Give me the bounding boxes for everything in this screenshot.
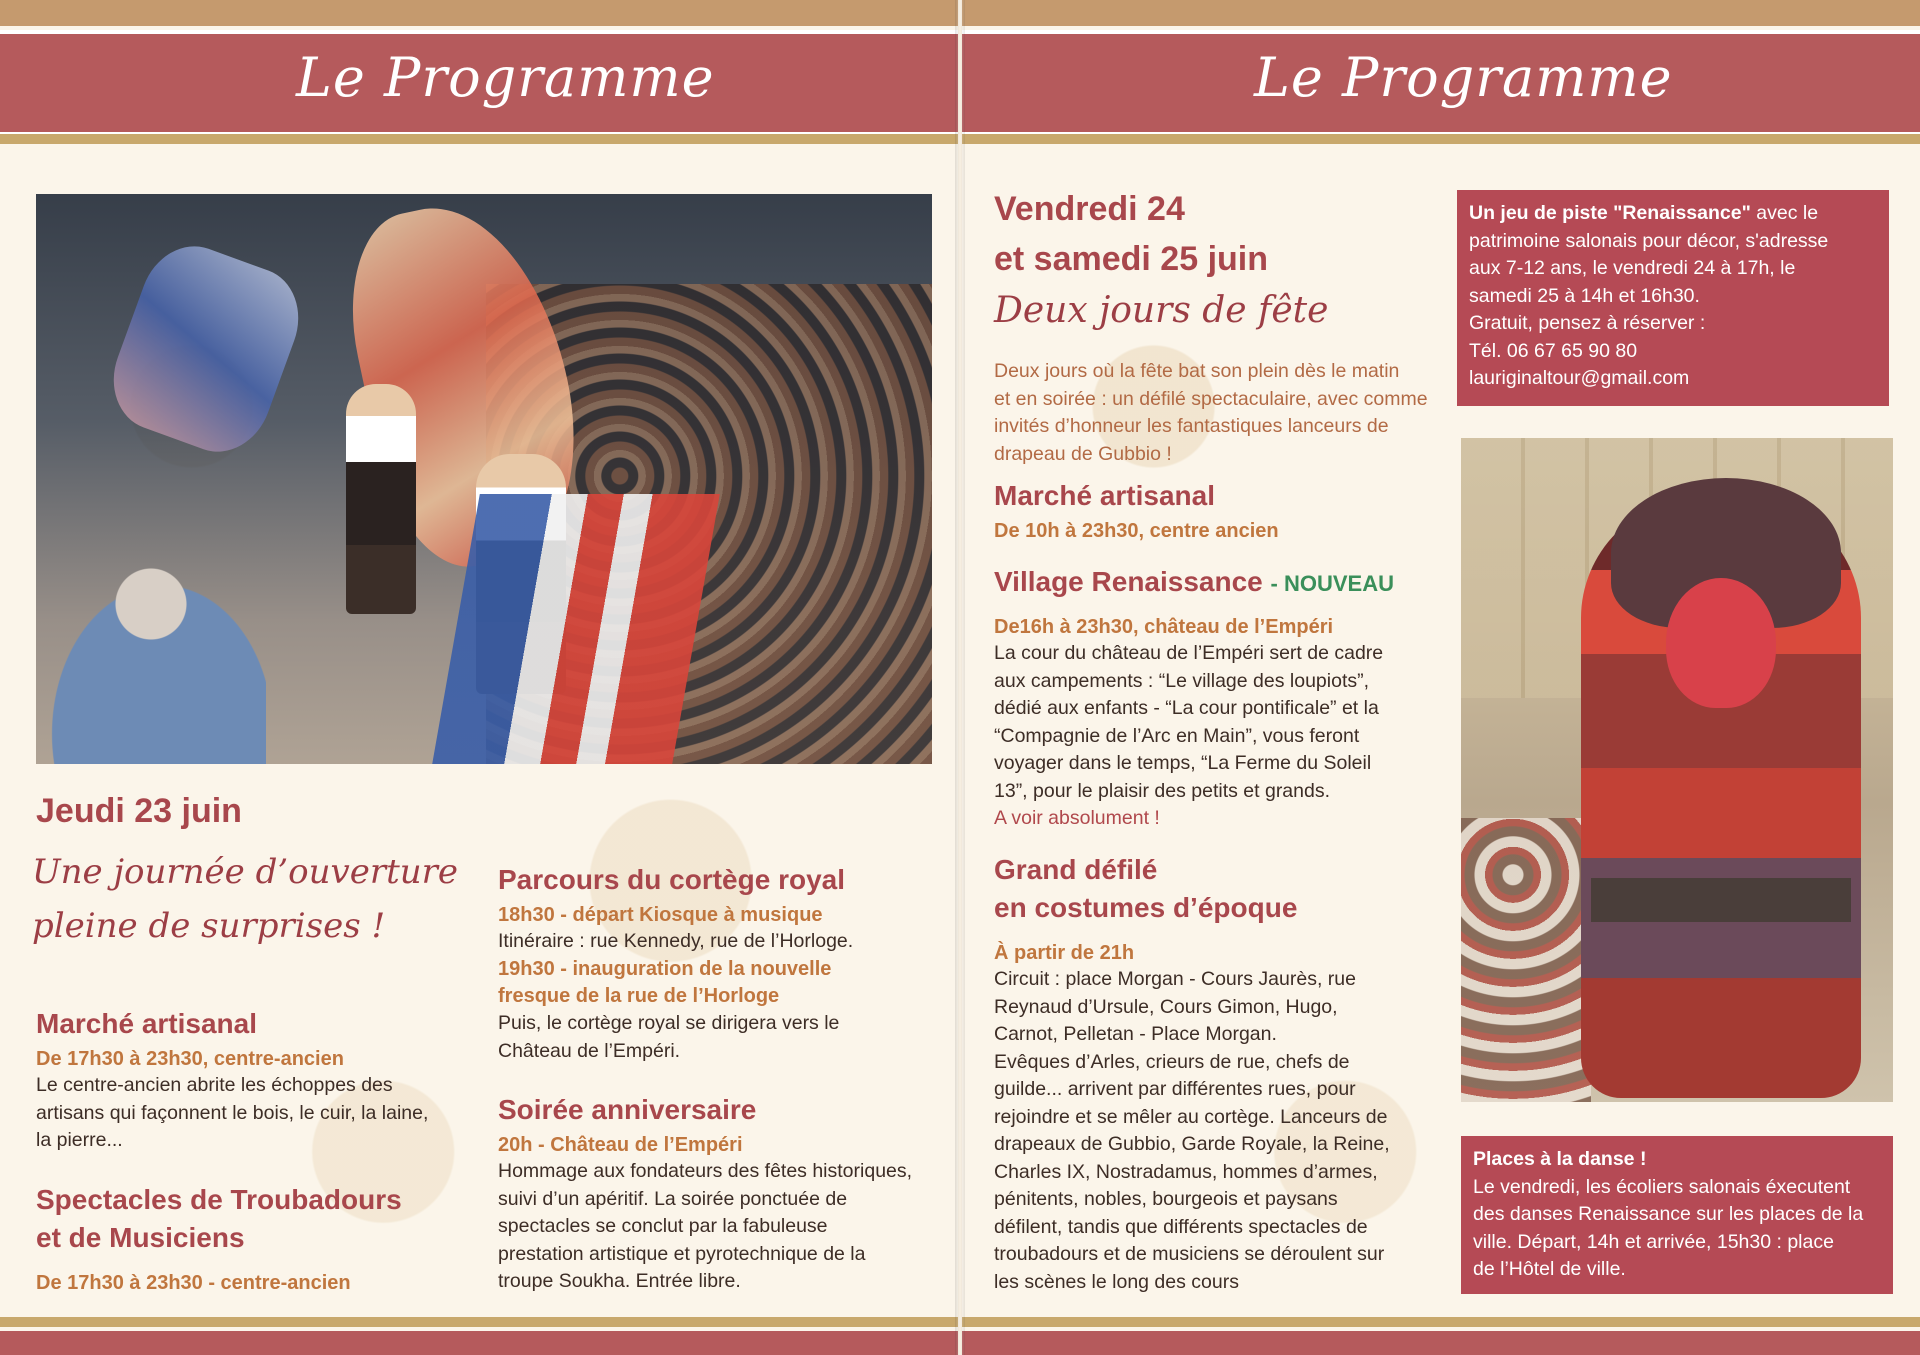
- photo-belt: [1591, 878, 1851, 922]
- text-line: Gratuit, pensez à réserver :: [1469, 312, 1706, 334]
- text-line: la pierre...: [36, 1129, 123, 1151]
- banner-title: Le Programme: [1254, 46, 1673, 109]
- section-time: De 17h30 à 23h30 - centre-ancien: [36, 1272, 351, 1294]
- text-line: troubadours et de musiciens se déroulent sur: [994, 1243, 1385, 1265]
- banner-rule: [962, 134, 1920, 144]
- banner-rule: [0, 134, 958, 144]
- text-line: aux campements : “Le village des loupiots”,: [994, 669, 1370, 692]
- text-line: ville. Départ, 14h et arrivée, 15h30 : place: [1473, 1230, 1834, 1253]
- new-badge: - NOUVEAU: [1270, 571, 1394, 596]
- section-title: Marché artisanal: [994, 480, 1215, 511]
- day-heading: Jeudi 23 juin: [36, 792, 242, 830]
- text-line: La cour du château de l’Empéri sert de cadre: [994, 642, 1384, 664]
- photo-flag-striped: [432, 494, 720, 764]
- section-title: Grand défilé: [994, 854, 1158, 885]
- text-line: invités d’honneur les fantastiques lanceurs de: [994, 415, 1389, 437]
- phone-number: Tél. 06 67 65 90 80: [1469, 339, 1638, 362]
- text-line: Deux jours où la fête bat son plein dès le matin: [994, 360, 1400, 382]
- text-line: aux 7-12 ans, le vendredi 24 à 17h, le: [1469, 257, 1796, 279]
- text-line: Reynaud d’Ursule, Cours Gimon, Hugo,: [994, 995, 1338, 1018]
- section-text: Itinéraire : rue Kennedy, rue de l’Horloge.: [498, 930, 854, 952]
- section-time: 18h30 - départ Kiosque à musique: [498, 904, 823, 926]
- intro-text: [994, 358, 1428, 468]
- section-title: et de Musiciens: [36, 1222, 245, 1253]
- day-subtitle-line1: Une journée d’ouverture: [32, 852, 459, 892]
- section-text: [498, 1158, 912, 1296]
- dance-box: [1461, 1136, 1893, 1294]
- box-first-line: [1469, 200, 1877, 228]
- highlight-text: A voir absolument !: [994, 807, 1160, 829]
- text-line: des danses Renaissance sur les places de la: [1473, 1203, 1864, 1225]
- text-line: Le vendredi, les écoliers salonais éxecutent: [1473, 1175, 1851, 1198]
- email-address: lauriginaltour@gmail.com: [1469, 367, 1690, 389]
- banner-title: Le Programme: [296, 46, 715, 109]
- bottom-rule: [0, 1317, 958, 1327]
- text-line: Puis, le cortège royal se dirigera vers le: [498, 1012, 840, 1034]
- bottom-band: [0, 1331, 958, 1355]
- text-line: dédié aux enfants - “La cour pontificale” et la: [994, 697, 1379, 719]
- section-time: fresque de la rue de l’Horloge: [498, 985, 780, 1007]
- box-title: Un jeu de piste "Renaissance": [1469, 202, 1751, 224]
- day-subtitle: Deux jours de fête: [994, 290, 1329, 331]
- text-line: Le centre-ancien abrite les échoppes des: [36, 1074, 393, 1096]
- section-title: en costumes d’époque: [994, 892, 1298, 923]
- text-line: rejoindre et se mêler au cortège. Lanceurs de: [994, 1105, 1388, 1128]
- section-title: Spectacles de Troubadours: [36, 1184, 402, 1215]
- section-title: Parcours du cortège royal: [498, 864, 846, 895]
- text-line: guilde... arrivent par différentes rues, pour: [994, 1078, 1356, 1100]
- text-line: voyager dans le temps, “La Ferme du Soleil: [994, 752, 1372, 774]
- costumed-jester-photo: [1461, 438, 1893, 1102]
- village-title: Village Renaissance: [994, 566, 1263, 597]
- section-text: [498, 1010, 839, 1065]
- top-stripe: [0, 0, 958, 26]
- section-text: [36, 1072, 428, 1155]
- text-line: Evêques d’Arles, crieurs de rue, chefs de: [994, 1050, 1350, 1073]
- text-line: défilent, tandis que différents spectacles de: [994, 1215, 1368, 1238]
- bottom-rule: [962, 1317, 1920, 1327]
- day-subtitle-line2: pleine de surprises !: [32, 906, 386, 946]
- box-title: Places à la danse !: [1473, 1148, 1647, 1170]
- text-line: pénitents, nobles, bourgeois et paysans: [994, 1188, 1338, 1210]
- section-time: 20h - Château de l’Empéri: [498, 1134, 743, 1156]
- bottom-band: [962, 1331, 1920, 1355]
- text-line: artisans qui façonnent le bois, le cuir, la laine,: [36, 1101, 429, 1124]
- text-line: 13”, pour le plaisir des petits et grands.: [994, 779, 1331, 802]
- text-line: Carnot, Pelletan - Place Morgan.: [994, 1023, 1277, 1045]
- section-text: [994, 966, 1390, 1296]
- text-line: suivi d’un apéritif. La soirée ponctuée de: [498, 1187, 848, 1210]
- day-heading: Vendredi 24: [994, 190, 1185, 228]
- text-line: patrimoine salonais pour décor, s'adresse: [1469, 229, 1829, 252]
- text-line: et en soirée : un défilé spectaculaire, avec comme: [994, 387, 1428, 410]
- text-line: Hommage aux fondateurs des fêtes historiques,: [498, 1160, 913, 1182]
- text-line: “Compagnie de l’Arc en Main”, vous feront: [994, 724, 1360, 747]
- flag-parade-photo: [36, 194, 932, 764]
- section-time: De 17h30 à 23h30, centre-ancien: [36, 1048, 344, 1070]
- text-line: de l’Hôtel de ville.: [1473, 1258, 1626, 1280]
- text-line: Château de l’Empéri.: [498, 1039, 681, 1062]
- photo-dancer: [346, 384, 416, 614]
- text-line: drapeau de Gubbio !: [994, 442, 1172, 465]
- section-time: De 10h à 23h30, centre ancien: [994, 520, 1279, 542]
- section-title: Marché artisanal: [36, 1008, 257, 1039]
- text-line: troupe Soukha. Entrée libre.: [498, 1270, 741, 1292]
- treasure-hunt-box: [1457, 190, 1889, 406]
- top-stripe: [962, 0, 1920, 26]
- text-line: les scènes le long des cours: [994, 1270, 1239, 1293]
- text-line: Charles IX, Nostradamus, hommes d’armes,: [994, 1160, 1378, 1183]
- photo-mask-face: [1666, 578, 1776, 708]
- left-page: [0, 0, 958, 1355]
- section-title: [994, 564, 1394, 602]
- photo-crowd: [1461, 818, 1591, 1102]
- text-line: samedi 25 à 14h et 16h30.: [1469, 284, 1700, 307]
- right-page: [962, 0, 1920, 1355]
- section-text: [994, 640, 1383, 833]
- section-title: Soirée anniversaire: [498, 1094, 757, 1125]
- photo-flag-blue: [98, 232, 313, 465]
- section-time: De16h à 23h30, château de l’Empéri: [994, 616, 1334, 638]
- box-title-rest: avec le: [1750, 202, 1819, 224]
- photo-spectators: [36, 564, 266, 764]
- day-heading: et samedi 25 juin: [994, 240, 1268, 278]
- text-line: Circuit : place Morgan - Cours Jaurès, rue: [994, 968, 1356, 990]
- text-line: prestation artistique et pyrotechnique de la: [498, 1242, 866, 1265]
- text-line: spectacles se conclut par la fabuleuse: [498, 1215, 828, 1237]
- section-time: À partir de 21h: [994, 942, 1135, 964]
- text-line: drapeaux de Gubbio, Garde Royale, la Reine,: [994, 1133, 1390, 1155]
- section-time: 19h30 - inauguration de la nouvelle: [498, 958, 832, 980]
- page-gutter: [955, 0, 965, 1355]
